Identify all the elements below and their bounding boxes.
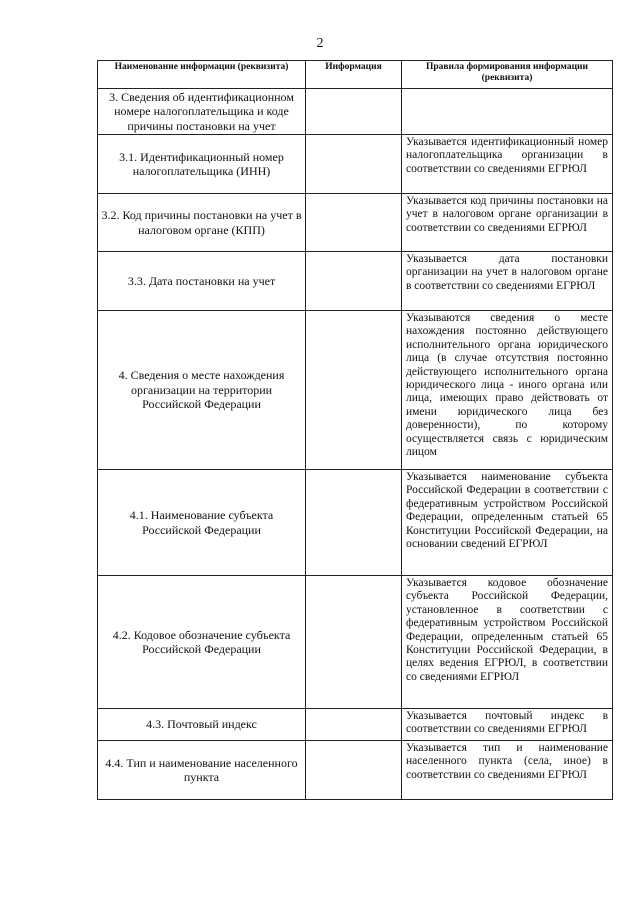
row-info (306, 470, 402, 576)
row-info (306, 741, 402, 800)
header-rule: Правила формирования информации (реквизита) (402, 61, 613, 89)
row-info (306, 576, 402, 709)
row-rule: Указывается кодовое обозначение субъекта Российской Федерации, установленное в соответствии с федеративным устройством Российской Федерации, определенным статьей 65 Конституции Российской Федерации, в целях ведения ЕГРЮЛ, в соответствии со сведениями ЕГРЮЛ (402, 576, 613, 709)
row-info (306, 194, 402, 252)
table-row (98, 311, 613, 470)
row-rule: Указывается идентификационный номер налогоплательщика организации в соответствии со сведениями ЕГРЮЛ (402, 135, 613, 194)
row-info (306, 709, 402, 741)
table-row (98, 709, 613, 741)
table-row (98, 741, 613, 800)
row-name: 3.1. Идентификационный номер налогоплательщика (ИНН) (98, 135, 306, 194)
row-name: 3.3. Дата постановки на учет (98, 252, 306, 311)
row-rule: Указывается код причины постановки на учет в налоговом органе организации в соответствии со сведениями ЕГРЮЛ (402, 194, 613, 252)
row-info (306, 89, 402, 135)
row-name: 4.1. Наименование субъекта Российской Федерации (98, 470, 306, 576)
row-name: 3.2. Код причины постановки на учет в налоговом органе (КПП) (98, 194, 306, 252)
row-rule: Указывается наименование субъекта Российской Федерации в соответствии с федеративным устройством Российской Федерации, определенным статьей 65 Конституции Российской Федерации, на основании сведений ЕГРЮЛ (402, 470, 613, 576)
row-rule: Указывается тип и наименование населенного пункта (села, иное) в соответствии со сведениями ЕГРЮЛ (402, 741, 613, 800)
row-info (306, 311, 402, 470)
row-info (306, 252, 402, 311)
table-row (98, 194, 613, 252)
table-row (98, 89, 613, 135)
row-name: 4. Сведения о месте нахождения организации на территории Российской Федерации (98, 311, 306, 470)
page-number: 2 (316, 36, 324, 51)
row-rule: Указывается почтовый индекс в соответствии со сведениями ЕГРЮЛ (402, 709, 613, 741)
table-row (98, 252, 613, 311)
row-rule (402, 89, 613, 135)
row-name: 3. Сведения об идентификационном номере налогоплательщика и коде причины постановки на учет (98, 89, 306, 135)
table-row (98, 470, 613, 576)
table-row (98, 576, 613, 709)
table-row (98, 135, 613, 194)
header-name: Наименование информации (реквизита) (98, 61, 306, 89)
row-name: 4.4. Тип и наименование населенного пункта (98, 741, 306, 800)
row-info (306, 135, 402, 194)
row-name: 4.2. Кодовое обозначение субъекта Российской Федерации (98, 576, 306, 709)
table-header-row (98, 61, 613, 89)
row-rule: Указываются сведения о месте нахождения постоянно действующего исполнительного органа юридического лица (в случае отсутствия постоянно действующего исполнительного органа юридического лица - иного органа или лица, имеющих право действовать от имени юридического лица без доверенности), по которому осуществляется связь с юридическим лицом (402, 311, 613, 470)
requisites-table (97, 60, 613, 800)
row-rule: Указывается дата постановки организации на учет в налоговом органе в соответствии со сведениями ЕГРЮЛ (402, 252, 613, 311)
row-name: 4.3. Почтовый индекс (98, 709, 306, 741)
header-info: Информация (306, 61, 402, 89)
